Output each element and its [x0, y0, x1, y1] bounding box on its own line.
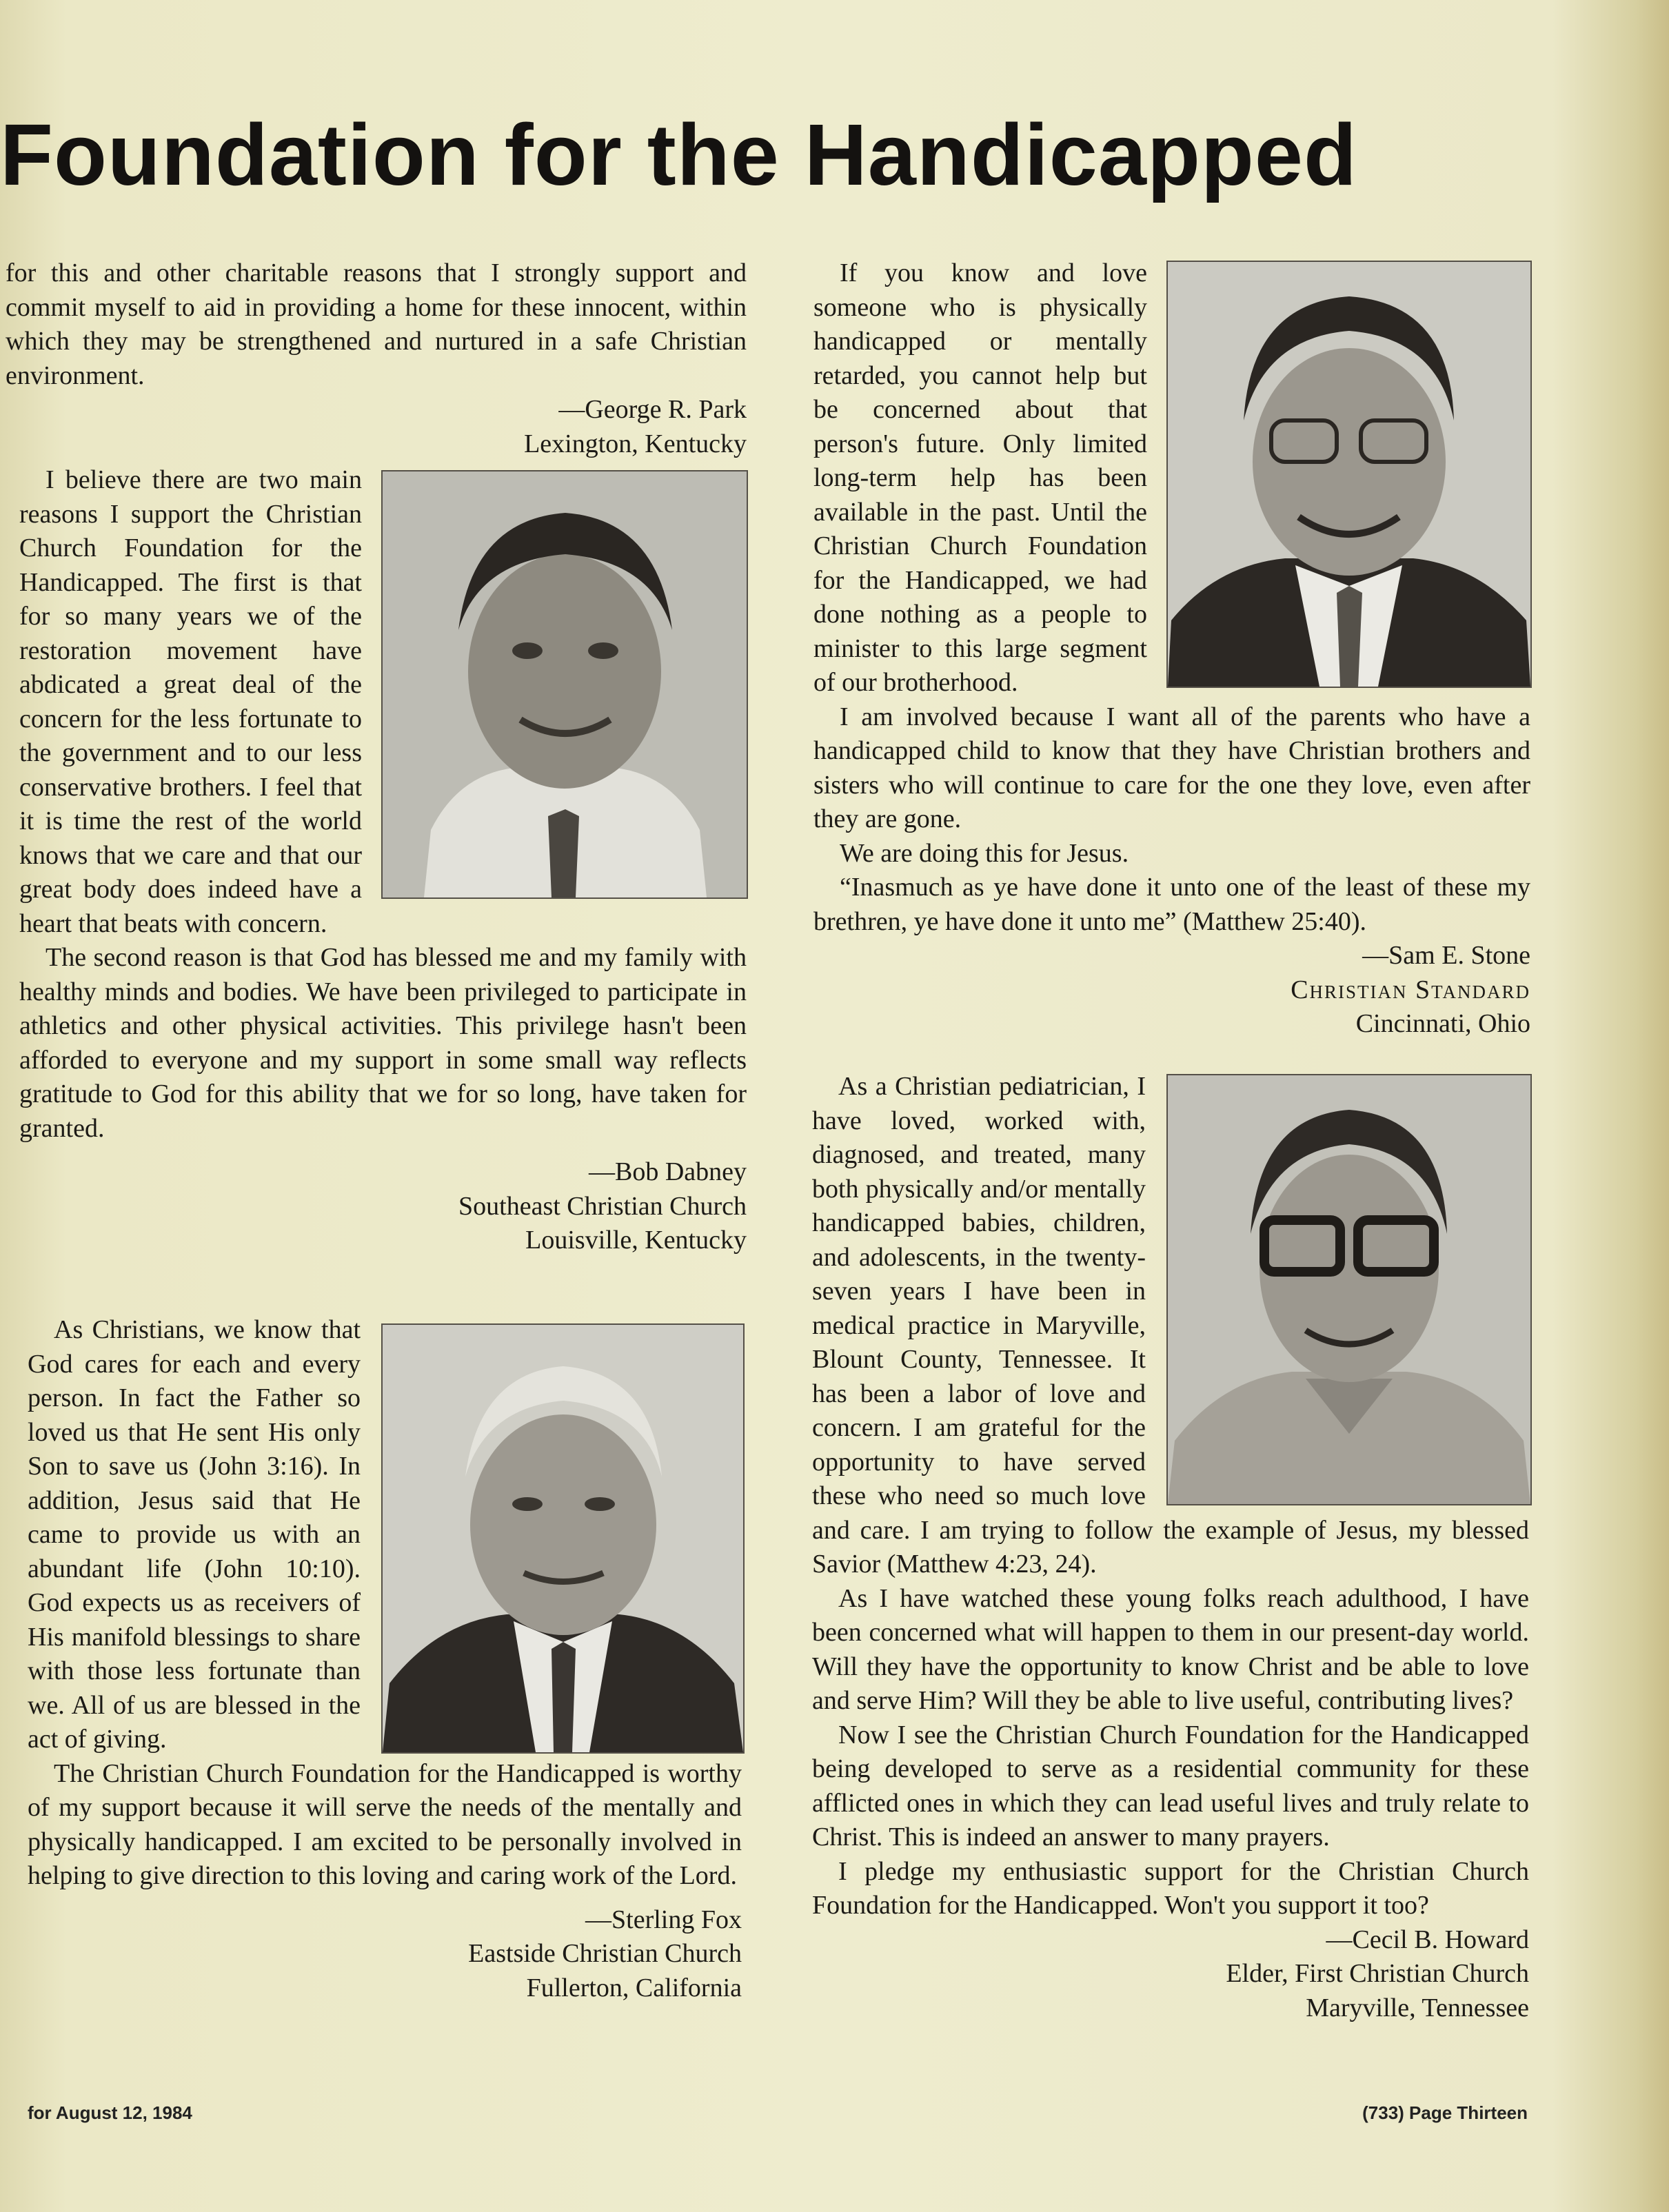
- photo-bob-dabney: [381, 470, 748, 899]
- park-signature: —George R. Park: [558, 395, 747, 424]
- portrait-image: [1168, 262, 1530, 687]
- footer-date: for August 12, 1984: [28, 2102, 192, 2123]
- stone-paragraph-3: We are doing this for Jesus.: [840, 838, 1129, 868]
- dabney-paragraph-1: I believe there are two main reasons I support the Christian Church Foundation for the Handicapped. The first is that for so many years we of the restoration movement have abdicated a great deal of the concern for the less fortunate to the government and to our less conservative brothers. I feel that it is time the rest of the world knows that we care and that our great body does indeed have a heart that beats with concern.: [19, 465, 362, 938]
- howard-paragraph-3: Now I see the Christian Church Foundation for the Handicapped being developed to serve as a residential community for these afflicted ones in which they can lead useful lives and truly relate to Christ. This is indeed an answer to many prayers.: [812, 1720, 1529, 1851]
- stone-publication: Christian Standard: [1291, 975, 1530, 1004]
- stone-location: Cincinnati, Ohio: [1355, 1009, 1530, 1038]
- photo-sterling-fox: [381, 1323, 745, 1754]
- dabney-paragraph-2: The second reason is that God has blessed me and my family with healthy minds and bodies. We have been privileged to participate in athletics and other physical activities. This privilege hasn't been afforded to everyone and my support in some small way reflects gratitude to God for this ability that we for so long, have taken for granted.: [19, 943, 747, 1143]
- footer-page-number: (733) Page Thirteen: [1362, 2102, 1528, 2123]
- howard-paragraph-2: As I have watched these young folks reach adulthood, I have been concerned what will happen to them in our present-day world. Will they have the opportunity to know Christ and be able to love and serve Him? Will they be able to live useful, contributing lives?: [812, 1583, 1529, 1715]
- dabney-church: Southeast Christian Church: [458, 1191, 747, 1221]
- dabney-signature: —Bob Dabney: [588, 1157, 747, 1186]
- howard-location: Maryville, Tennessee: [1306, 1993, 1529, 2022]
- testimonial-park: [6, 256, 747, 461]
- portrait-image: [383, 1325, 743, 1752]
- portrait-image: [383, 471, 747, 897]
- park-text: for this and other charitable reasons that I strongly support and commit myself to aid in providing a home for these innocent, within which they may be strengthened and nurtured in a safe Christian environment.: [6, 258, 747, 390]
- stone-paragraph-2: I am involved because I want all of the parents who have a handicapped child to know that they have Christian brothers and sisters who will continue to care for the one they love, even after they are gone.: [813, 702, 1530, 833]
- dabney-location: Louisville, Kentucky: [525, 1226, 747, 1255]
- fox-signature: —Sterling Fox: [585, 1905, 742, 1934]
- stone-paragraph-4: “Inasmuch as ye have done it unto one of the least of these my brethren, ye have done it unto me” (Matthew 25:40).: [813, 873, 1530, 936]
- fox-paragraph-2: The Christian Church Foundation for the Handicapped is worthy of my support because it will serve the needs of the mentally and physically handicapped. I am excited to be personally involved in helping to give direction to this loving and caring work of the Lord.: [28, 1758, 742, 1890]
- howard-paragraph-1: As a Christian pediatrician, I have loved, worked with, diagnosed, and treated, many both physically and/or mentally handicapped babies, children, and adolescents, in the twenty-seven years I have been in medical practice in Maryville, Blount County, Tennessee. It has been a labor of love and concern. I am grateful for the opportunity to have served these who need so much love and care. I am trying to follow the example of Jesus, my blessed Savior (Matthew 4:23, 24).: [812, 1072, 1529, 1579]
- portrait-image: [1168, 1075, 1530, 1504]
- fox-paragraph-1: As Christians, we know that God cares for each and every person. In fact the Father so loved us that He sent His only Son to save us (John 3:16). In addition, Jesus said that He came to provide us with an abundant life (John 10:10). God expects us as receivers of His manifold blessings to share with those less fortunate than we. All of us are blessed in the act of giving.: [28, 1315, 361, 1754]
- fox-location: Fullerton, California: [526, 1973, 742, 2002]
- park-location: Lexington, Kentucky: [524, 429, 747, 458]
- page-title: Foundation for the Handicapped: [0, 106, 1357, 203]
- fox-church: Eastside Christian Church: [468, 1939, 742, 1968]
- photo-sam-stone: [1166, 261, 1532, 688]
- stone-paragraph-1: If you know and love someone who is physically handicapped or mentally retarded, you cannot help but be concerned about that person's future. Only limited long-term help has been available in the past. Until the Christian Church Foundation for the Handicapped, we had done nothing as a people to minister to this large segment of our brotherhood.: [813, 258, 1147, 697]
- photo-cecil-howard: [1166, 1074, 1532, 1505]
- howard-role: Elder, First Christian Church: [1226, 1959, 1529, 1988]
- howard-paragraph-4: I pledge my enthusiastic support for the Christian Church Foundation for the Handicapped. Won't you support it too?: [812, 1856, 1529, 1920]
- stone-signature: —Sam E. Stone: [1362, 941, 1530, 970]
- howard-signature: —Cecil B. Howard: [1326, 1925, 1529, 1954]
